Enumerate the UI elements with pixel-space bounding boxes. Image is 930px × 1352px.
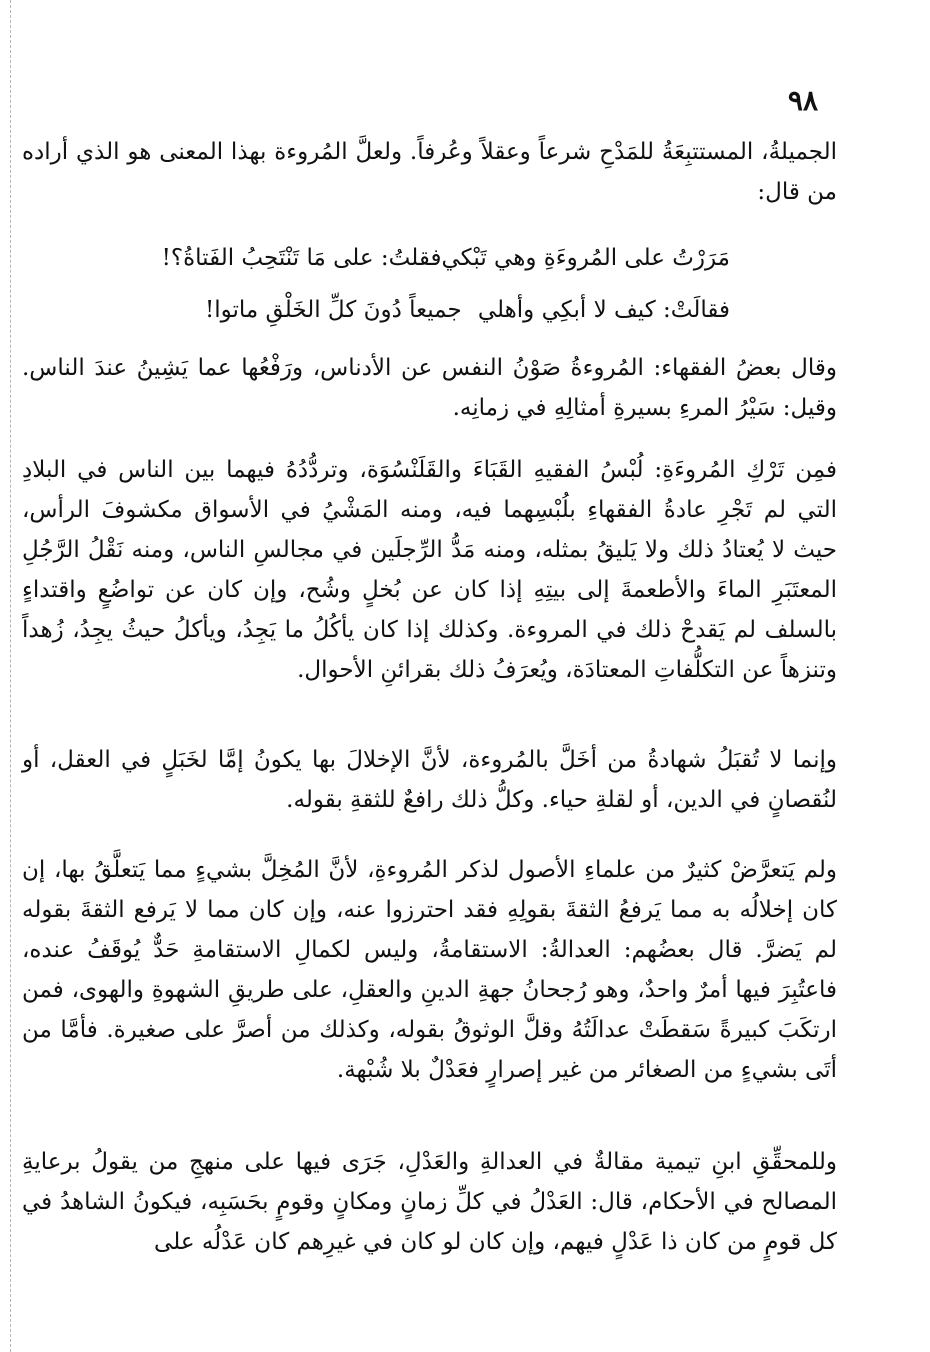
paragraph-1: الجميلةُ، المستتبِعَةُ للمَدْحِ شرعاً وعقلاً وعُرفاً. ولعلَّ المُروءة بهذا المعنى هو الذي أراده من قال: xyxy=(22,139,837,205)
paragraph-6: وللمحقِّقِ ابنِ تيمية مقالةٌ في العدالةِ والعَدْلِ، جَرَى فيها على منهجِ من يقولُ برعايةِ المصالح في الأحكام، قال: العَدْلُ في كلِّ زمانٍ ومكانٍ وقومٍ بحَسَبِه، فيكونُ الشاهدُ في كل قومٍ من كان ذا عَدْلٍ فيهم، وإن كان لو كان في غيرِهم كان عَدْلُه على xyxy=(22,1149,837,1255)
poem-verse-2-first-hemistich: فقالَتْ: كيف لا أبكِي وأهلي xyxy=(477,297,730,323)
paragraph-5: ولم يَتعرَّضْ كثيرٌ من علماءِ الأصول لذكر المُروءةِ، لأنَّ المُخِلَّ بشيءٍ مما يَتعلَّقُ بها، إن كان إخلالُه به مما يَرفعُ الثقةَ بقولِهِ فقد احترزوا عنه، وإن كان مما لا يَرفع الثقةَ بقوله لم يَضرَّ. قال بعضُهم: العدالةُ: الاستقامةُ، وليس لكمالِ الاستقامةِ حَدٌّ يُوقَفُ عنده، فاعتُبِرَ فيها أمرٌ واحدٌ، وهو رُجحانُ جهةِ الدينِ والعقلِ، على طريقِ الشهوةِ والهوى، فمن ارتكَبَ كبيرةً سَقطَتْ عدالَتُهُ وقلَّ الوثوقُ بقوله، وكذلك من أصرَّ على صغيرة. فأمَّا من أتَى بشيءٍ من الصغائر من غير إصرارٍ فعَدْلٌ بلا شُبْهة. xyxy=(22,857,837,1083)
paragraph-3: فمِن تَرْكِ المُروءَةِ: لُبْسُ الفقيهِ القَبَاءَ والقَلَنْسُوَة، وتردُّدُهُ فيهما بين الناس في البلادِ التي لم تَجْرِ عادةُ الفقهاءِ بلُبْسِهما فيه، ومنه المَشْيُ في الأسواق مكشوفَ الرأس، حيث لا يُعتادُ ذلك ولا يَليقُ بمثله، ومنه مَدُّ الرِّجلَين في مجالسِ الناس، ومنه نَقْلُ الرَّجُلِ المعتَبَرِ الماءَ والأطعمةَ إلى بيتِهِ إذا كان عن بُخلٍ وشُح، وإن كان عن تواضُعٍ واقتداءٍ بالسلف لم يَقدحْ ذلك في المروءة. وكذلك إذا كان يأكُلُ ما يَجِدُ، ويأكلُ حيثُ يجِدُ، زُهداً وتنزهاً عن التكلُّفاتِ المعتادَة، ويُعرَفُ ذلك بقرائنِ الأحوال. xyxy=(22,457,837,683)
paragraph-4: وإنما لا تُقبَلُ شهادةُ من أخَلَّ بالمُروءة، لأنَّ الإخلالَ بها يكونُ إمَّا لخَبَلٍ في العقل، أو لنُقصانٍ في الدين، أو لقلةِ حياء. وكلُّ ذلك رافعٌ للثقةِ بقوله. xyxy=(22,747,837,813)
poem-verse-1-first-hemistich: مَرَرْتُ على المُروءَةِ وهي تَبْكي xyxy=(441,245,730,271)
poem-verse-2 xyxy=(205,290,730,330)
scan-edge-line xyxy=(10,0,11,1352)
paragraph-2: وقال بعضُ الفقهاء: المُروءةُ صَوْنُ النفس عن الأدناس، ورَفْعُها عما يَشِينُ عندَ الناس. وقيل: سَيْرُ المرءِ بسيرةِ أمثالِهِ في زمانِه. xyxy=(22,355,837,421)
poem-verse-2-second-hemistich: جميعاً دُونَ كلِّ الخَلْقِ ماتوا! xyxy=(205,297,462,323)
poem-verse-1 xyxy=(161,238,730,278)
page-number: ٩٨ xyxy=(787,84,818,117)
poem-verse-1-second-hemistich: فقلتُ: على مَا تَنْتَحِبُ الفَتاةُ؟! xyxy=(161,245,442,271)
